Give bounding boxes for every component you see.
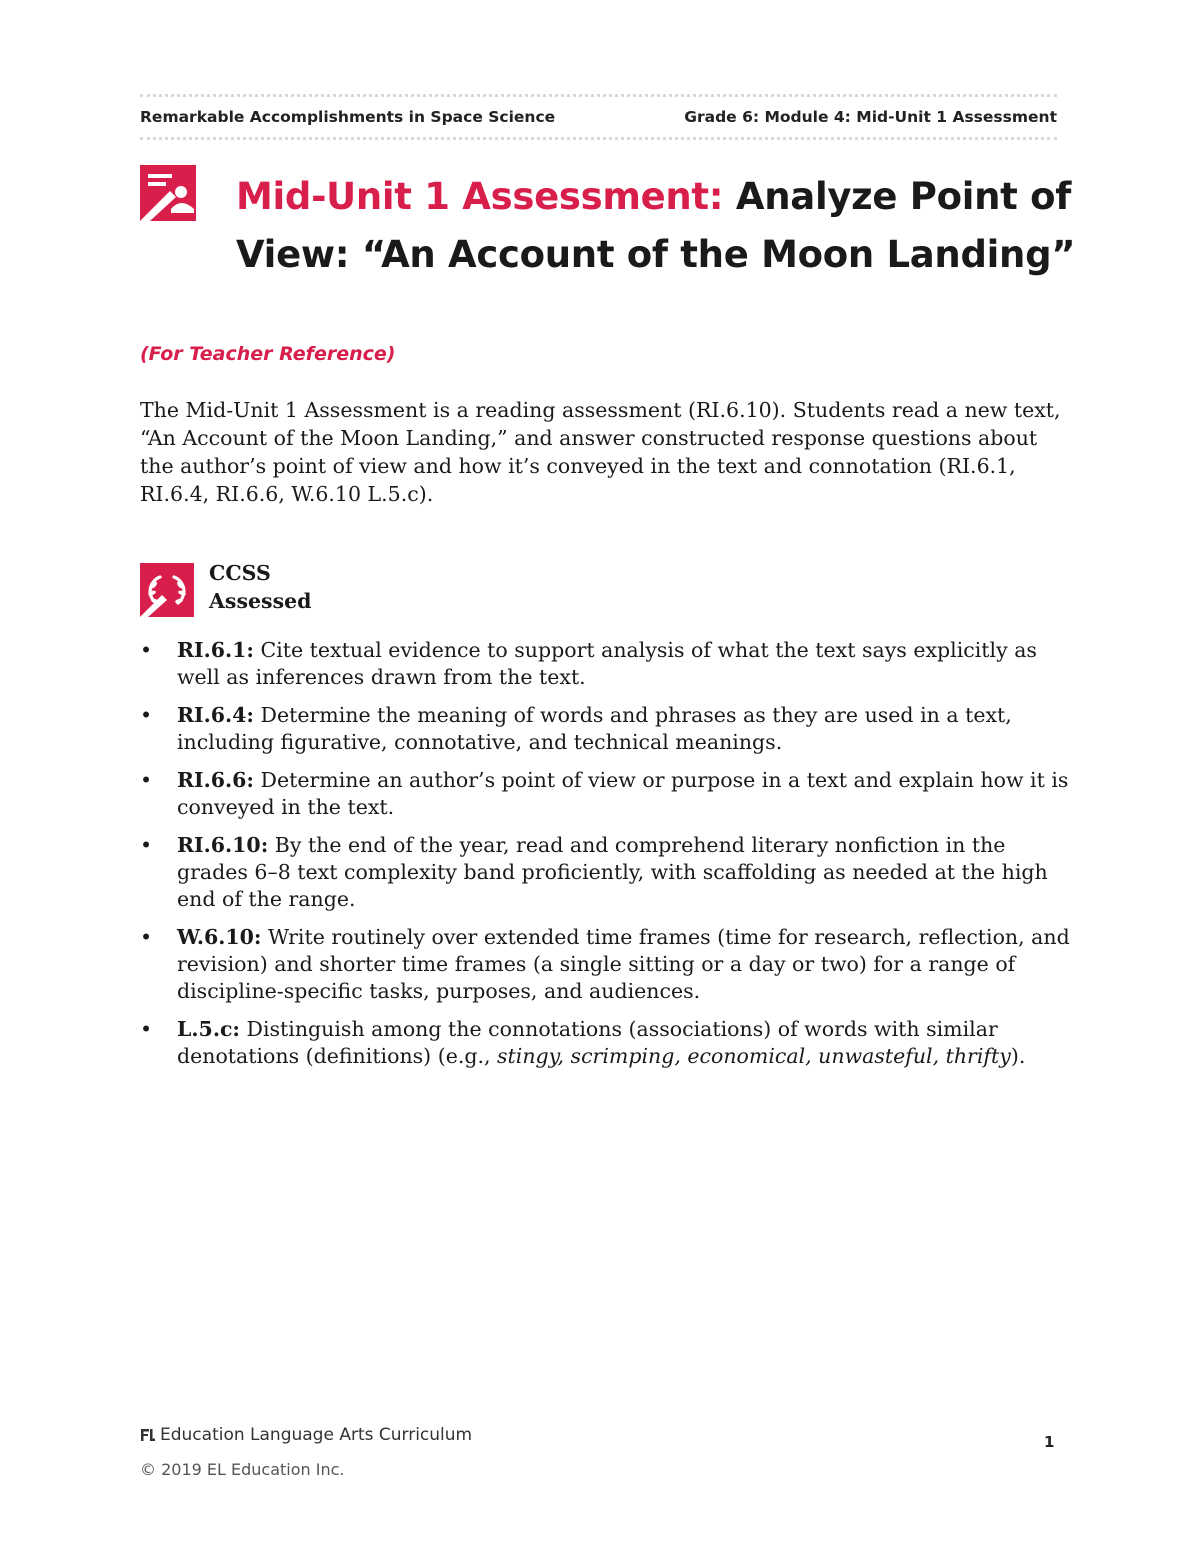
running-header bbox=[140, 94, 1057, 140]
standard-item bbox=[140, 1016, 1070, 1070]
bullet: • bbox=[140, 925, 153, 949]
standard-text: Distinguish among the connotations (associations) of words with similar denotations (definitions) (e.g., bbox=[177, 1017, 998, 1068]
standard-text: Cite textual evidence to support analysis of what the text says explicitly as well as inferences drawn from the text. bbox=[177, 638, 1037, 689]
bullet: • bbox=[140, 833, 153, 857]
standard-text-end: ). bbox=[1010, 1044, 1026, 1068]
ccss-heading-line1: CCSS bbox=[209, 561, 271, 585]
bullet: • bbox=[140, 638, 153, 662]
teacher-reference-note: (For Teacher Reference) bbox=[140, 343, 396, 365]
bullet: • bbox=[140, 768, 153, 792]
standard-text: Determine an author’s point of view or purpose in a text and explain how it is conveyed in the text. bbox=[177, 768, 1069, 819]
el-logo-icon bbox=[140, 1427, 156, 1443]
standard-item bbox=[140, 702, 1070, 756]
intro-paragraph: The Mid-Unit 1 Assessment is a reading assessment (RI.6.10). Students read a new text, “An Account of the Moon Landing,” and answer constructed response questions about the author’s point of view and how it’s conveyed in the text and connotation (RI.6.1, RI.6.4, RI.6.6, W.6.10 L.5.c). bbox=[140, 398, 1061, 506]
title-accent: Mid-Unit 1 Assessment: bbox=[236, 175, 724, 218]
bullet: • bbox=[140, 703, 153, 727]
header-grade-module: Grade 6: Module 4: Mid-Unit 1 Assessment bbox=[684, 108, 1057, 126]
assessment-icon bbox=[140, 165, 196, 221]
ccss-laurel-icon bbox=[140, 563, 194, 617]
standard-text: Determine the meaning of words and phrases as they are used in a text, including figurative, connotative, and technical meanings. bbox=[177, 703, 1012, 754]
header-unit-title: Remarkable Accomplishments in Space Science bbox=[140, 108, 556, 126]
standard-code: RI.6.1: bbox=[177, 638, 254, 662]
footer-copyright: © 2019 EL Education Inc. bbox=[140, 1460, 345, 1479]
standard-item bbox=[140, 924, 1070, 1005]
footer-brand bbox=[140, 1425, 472, 1445]
page-number: 1 bbox=[1044, 1433, 1055, 1451]
standard-code: L.5.c: bbox=[177, 1017, 241, 1041]
standard-text: By the end of the year, read and comprehend literary nonfiction in the grades 6–8 text complexity band proficiently, with scaffolding as needed at the high end of the range. bbox=[177, 833, 1048, 911]
standard-code: RI.6.4: bbox=[177, 703, 254, 727]
standard-code: RI.6.10: bbox=[177, 833, 269, 857]
ccss-heading-line2: Assessed bbox=[209, 589, 312, 613]
standards-list bbox=[140, 637, 1070, 1081]
bullet: • bbox=[140, 1017, 153, 1041]
standard-examples: stingy, scrimping, economical, unwasteful, thrifty bbox=[497, 1044, 1011, 1068]
standard-text: Write routinely over extended time frames (time for research, reflection, and revision) and shorter time frames (a single sitting or a day or two) for a range of discipline-specific tasks, purposes, and audiences. bbox=[177, 925, 1070, 1003]
footer-brand-text: Education Language Arts Curriculum bbox=[160, 1425, 473, 1445]
standard-code: RI.6.6: bbox=[177, 768, 254, 792]
title-rest: Analyze Point of View: “An Account of the Moon Landing” bbox=[236, 175, 1076, 276]
ccss-assessed-heading bbox=[209, 559, 312, 615]
standard-item bbox=[140, 767, 1070, 821]
standard-item bbox=[140, 832, 1070, 913]
standard-code: W.6.10: bbox=[177, 925, 262, 949]
page-title bbox=[236, 168, 1076, 284]
standard-item bbox=[140, 637, 1070, 691]
